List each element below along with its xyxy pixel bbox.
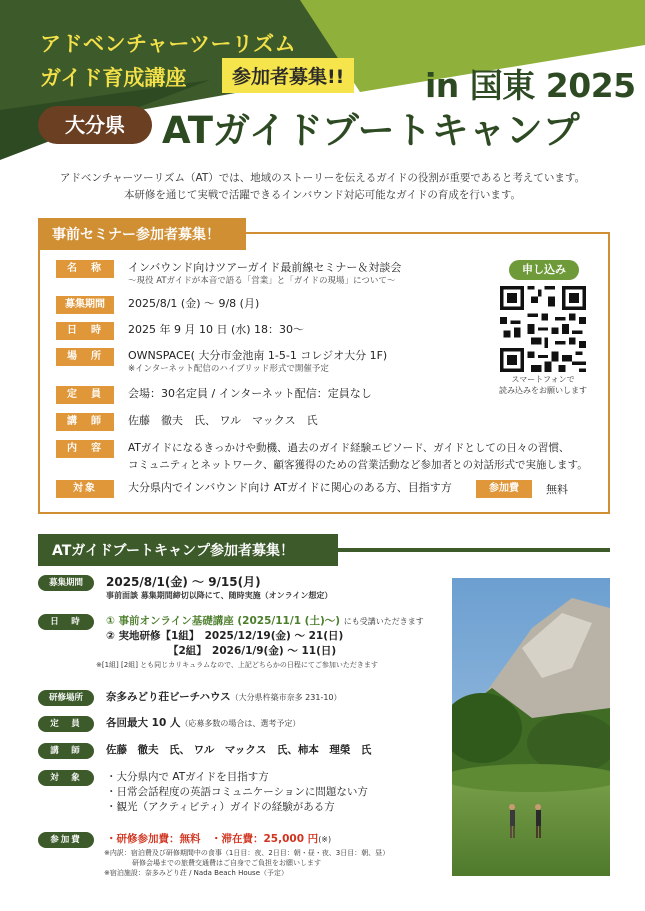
seminar-row-content [56,440,588,474]
fee-value: ・研修参加費：無料 ・滞在費：25,000 円 [106,833,319,845]
row-label: 募集期間 [38,575,94,591]
fee-note: 研修会場までの旅費交通費はご自身でご負担をお願いします [132,859,321,867]
bootcamp-row-period [38,575,332,602]
date-onsite-2: 【2組】 2026/1/9(金) ～ 11(日) [168,645,337,657]
qr-code-icon[interactable] [500,286,586,372]
row-value: コミュニティとネットワーク、顧客獲得のための営業活動など参加者との対話形式で実施します。 [128,459,588,471]
row-label: 対 象 [38,770,94,786]
row-label: 講 師 [38,743,94,759]
header-banner [0,0,645,160]
row-label: 名 称 [56,260,114,278]
fee-note: ※内訳：宿泊費及び研修期間中の食事（1日目：夜、2日目：朝・昼・夜、3日目：朝、昼） [104,849,390,857]
seminar-row-lecturer [56,413,318,431]
row-value: 大分県内でインバウンド向け ATガイドに関心のある方、目指す方 [128,481,452,494]
seminar-row-target [56,480,452,498]
qr-caption [488,374,598,396]
heading-rule [338,548,610,552]
row-label: 定 員 [38,716,94,732]
date-online: ① 事前オンライン基礎講座 (2025/11/1 (土)～) [106,615,344,627]
seminar-row-period [56,296,259,314]
fee-mark: (※) [318,835,332,844]
venue-address: （大分県杵築市奈多 231-10） [230,693,342,702]
capacity-value: 各回最大 10 人 [106,717,181,729]
target-item: ・大分県内で ATガイドを目指す方 [106,771,269,783]
apply-button[interactable]: 申し込み [509,260,579,280]
main-title: ATガイドブートキャンプ [162,109,580,152]
recruit-badge: 参加者募集!! [222,58,354,93]
bootcamp-row-venue [38,690,342,706]
row-value: OWNSPACE( 大分市金池南 1-5-1 コレジオ大分 1F) [128,349,388,362]
date-online-suffix: にも受講いただきます [343,617,424,626]
row-label: 場 所 [56,348,114,366]
seminar-fee-label: 参加費 [476,480,532,498]
row-note: ※インターネット配信のハイブリッド形式で開催予定 [128,364,329,374]
intro-text [0,170,645,204]
seminar-heading: 事前セミナー参加者募集！ [38,218,246,250]
header-line1: アドベンチャーツーリズム [40,32,297,56]
seminar-fee-value: 無料 [546,483,568,496]
prefecture-badge: 大分県 [38,106,152,144]
row-label: 研修場所 [38,690,94,706]
row-value: 会場：30名定員 / インターネット配信：定員なし [128,387,372,400]
landscape-photo [452,578,610,876]
intro-line: 本研修を通じて実戦で活躍できるインバウンド対応可能なガイドの育成を行います。 [123,189,522,201]
row-label: 日 時 [56,322,114,340]
row-label: 募集期間 [56,296,114,314]
date-onsite-1: ② 実地研修【1組】 2025/12/19(金) ～ 21(日) [106,630,344,642]
bootcamp-row-capacity [38,716,300,732]
fee-notes [104,848,389,878]
row-value: 佐藤 徹夫 氏、 ワル マックス 氏 [128,414,318,427]
target-item: ・日常会話程度の英語コミュニケーションに問題ない方 [106,786,368,798]
venue-value: 奈多みどり荘ビーチハウス [106,691,231,703]
target-item: ・観光（アクティビティ）ガイドの経験がある方 [106,801,335,813]
lecturer-value: 佐藤 徹夫 氏、 ワル マックス 氏、柿本 理榮 氏 [106,744,372,756]
seminar-row-date [56,322,304,340]
capacity-note: （応募多数の場合は、選考予定） [180,719,301,728]
qr-caption-line: 読み込みをお願いします [499,386,587,395]
row-label: 定 員 [56,386,114,404]
row-label: 参加費 [38,832,94,848]
header-line2: ガイド育成講座 [40,66,187,90]
qr-caption-line: スマートフォンで [511,375,575,384]
period-value: 2025/8/1(金) ～ 9/15(月) [106,575,261,589]
intro-line: アドベンチャーツーリズム（AT）では、地域のストーリーを伝えるガイドの役割が重要であると考えています。 [59,172,586,184]
row-value: ATガイドになるきっかけや動機、過去のガイド経験エピソード、ガイドとしての日々の習慣、 [128,442,570,454]
row-value: インバウンド向けツアーガイド最前線セミナー＆対談会 [128,261,402,274]
row-note: ～現役 ATガイドが本音で語る「営業」と「ガイドの現場」について～ [128,276,396,286]
row-label: 内 容 [56,440,114,458]
row-label: 日 時 [38,614,94,630]
seminar-row-venue [56,348,387,375]
location-year: in 国東 2025 [425,66,636,105]
row-label: 講 師 [56,413,114,431]
seminar-row-name [56,260,401,287]
date-note: ※[1組] [2組] とも同じカリキュラムなので、上記どちらかの日程にてご参加いただきます [96,661,378,669]
seminar-row-capacity [56,386,372,404]
bootcamp-row-lecturer [38,743,371,759]
bootcamp-row-target [38,770,368,815]
bootcamp-heading: ATガイドブートキャンプ参加者募集！ [38,534,338,566]
row-value: 2025/8/1 (金) ～ 9/8 (月) [128,297,260,310]
bootcamp-row-date [38,614,424,671]
row-label: 対象 [56,480,114,498]
bootcamp-row-fee [38,832,331,848]
row-value: 2025 年 9 月 10 日 (水) 18：30～ [128,323,305,336]
period-note: 事前面談 募集期間締切以降にて、随時実施（オンライン想定） [106,591,333,600]
fee-note: ※宿泊施設：奈多みどり荘 / Nada Beach House（予定） [104,869,289,877]
